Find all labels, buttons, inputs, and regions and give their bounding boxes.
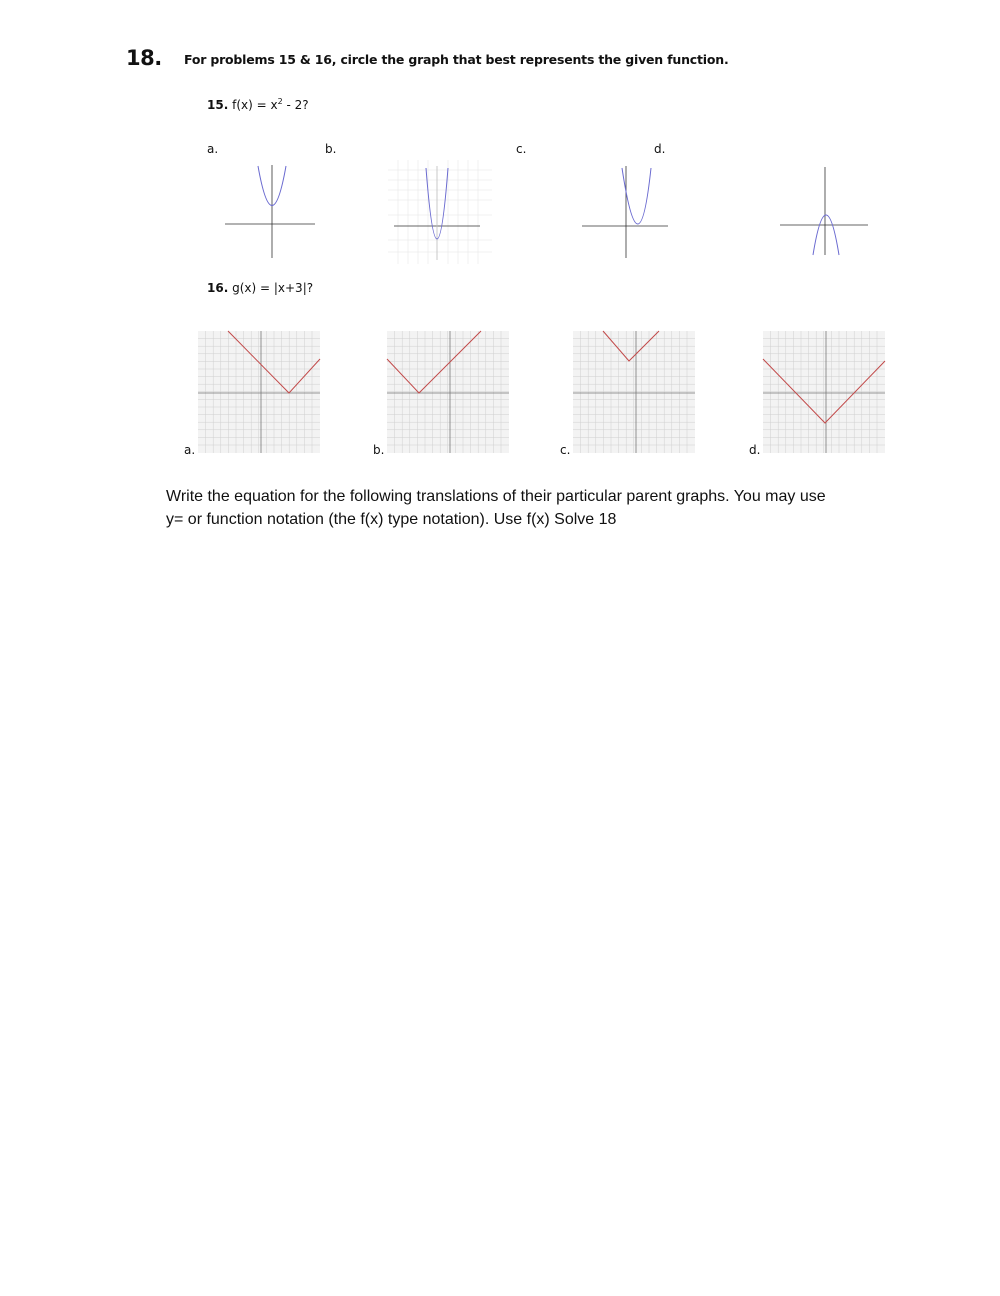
p16-option-d-label[interactable]: d. <box>749 443 761 457</box>
p16-option-a-label[interactable]: a. <box>184 443 196 457</box>
p15-option-a-label[interactable]: a. <box>207 142 219 156</box>
p16-option-b-label[interactable]: b. <box>373 443 385 457</box>
p16-graph-c[interactable] <box>573 331 695 453</box>
p16-graph-d[interactable] <box>763 331 885 453</box>
p15-graph-b-bg <box>388 160 492 264</box>
paragraph-line-1: Write the equation for the following translations of their particular parent graphs. You may use <box>166 488 826 505</box>
problem-15-number: 15. <box>207 98 229 112</box>
p15-graph-d-curve <box>813 215 839 255</box>
problem-15-exponent: 2 <box>277 97 283 106</box>
p15-graph-b[interactable] <box>388 160 492 264</box>
p16-option-c-label[interactable]: c. <box>560 443 571 457</box>
problem-16-number: 16. <box>207 281 229 295</box>
p15-option-c-label[interactable]: c. <box>516 142 527 156</box>
p15-graph-a[interactable] <box>225 160 317 260</box>
problem-16-prompt <box>207 281 313 295</box>
p15-graph-c[interactable] <box>582 160 670 260</box>
instructions: For problems 15 & 16, circle the graph that best represents the given function. <box>184 52 729 67</box>
question-number: 18. <box>126 46 162 70</box>
p15-graph-d[interactable] <box>780 165 870 257</box>
p15-option-d-label[interactable]: d. <box>654 142 666 156</box>
p16-graph-b[interactable] <box>387 331 509 453</box>
problem-16-expression: g(x) = |x+3|? <box>232 281 314 295</box>
p15-option-b-label[interactable]: b. <box>325 142 337 156</box>
problem-15-expression-suffix: - 2? <box>282 98 309 112</box>
problem-15-prompt <box>207 97 309 112</box>
paragraph-line-2: y= or function notation (the f(x) type notation). Use f(x) Solve 18 <box>166 511 617 528</box>
p16-graph-a[interactable] <box>198 331 320 453</box>
problem-15-expression-prefix: f(x) = x <box>232 98 278 112</box>
